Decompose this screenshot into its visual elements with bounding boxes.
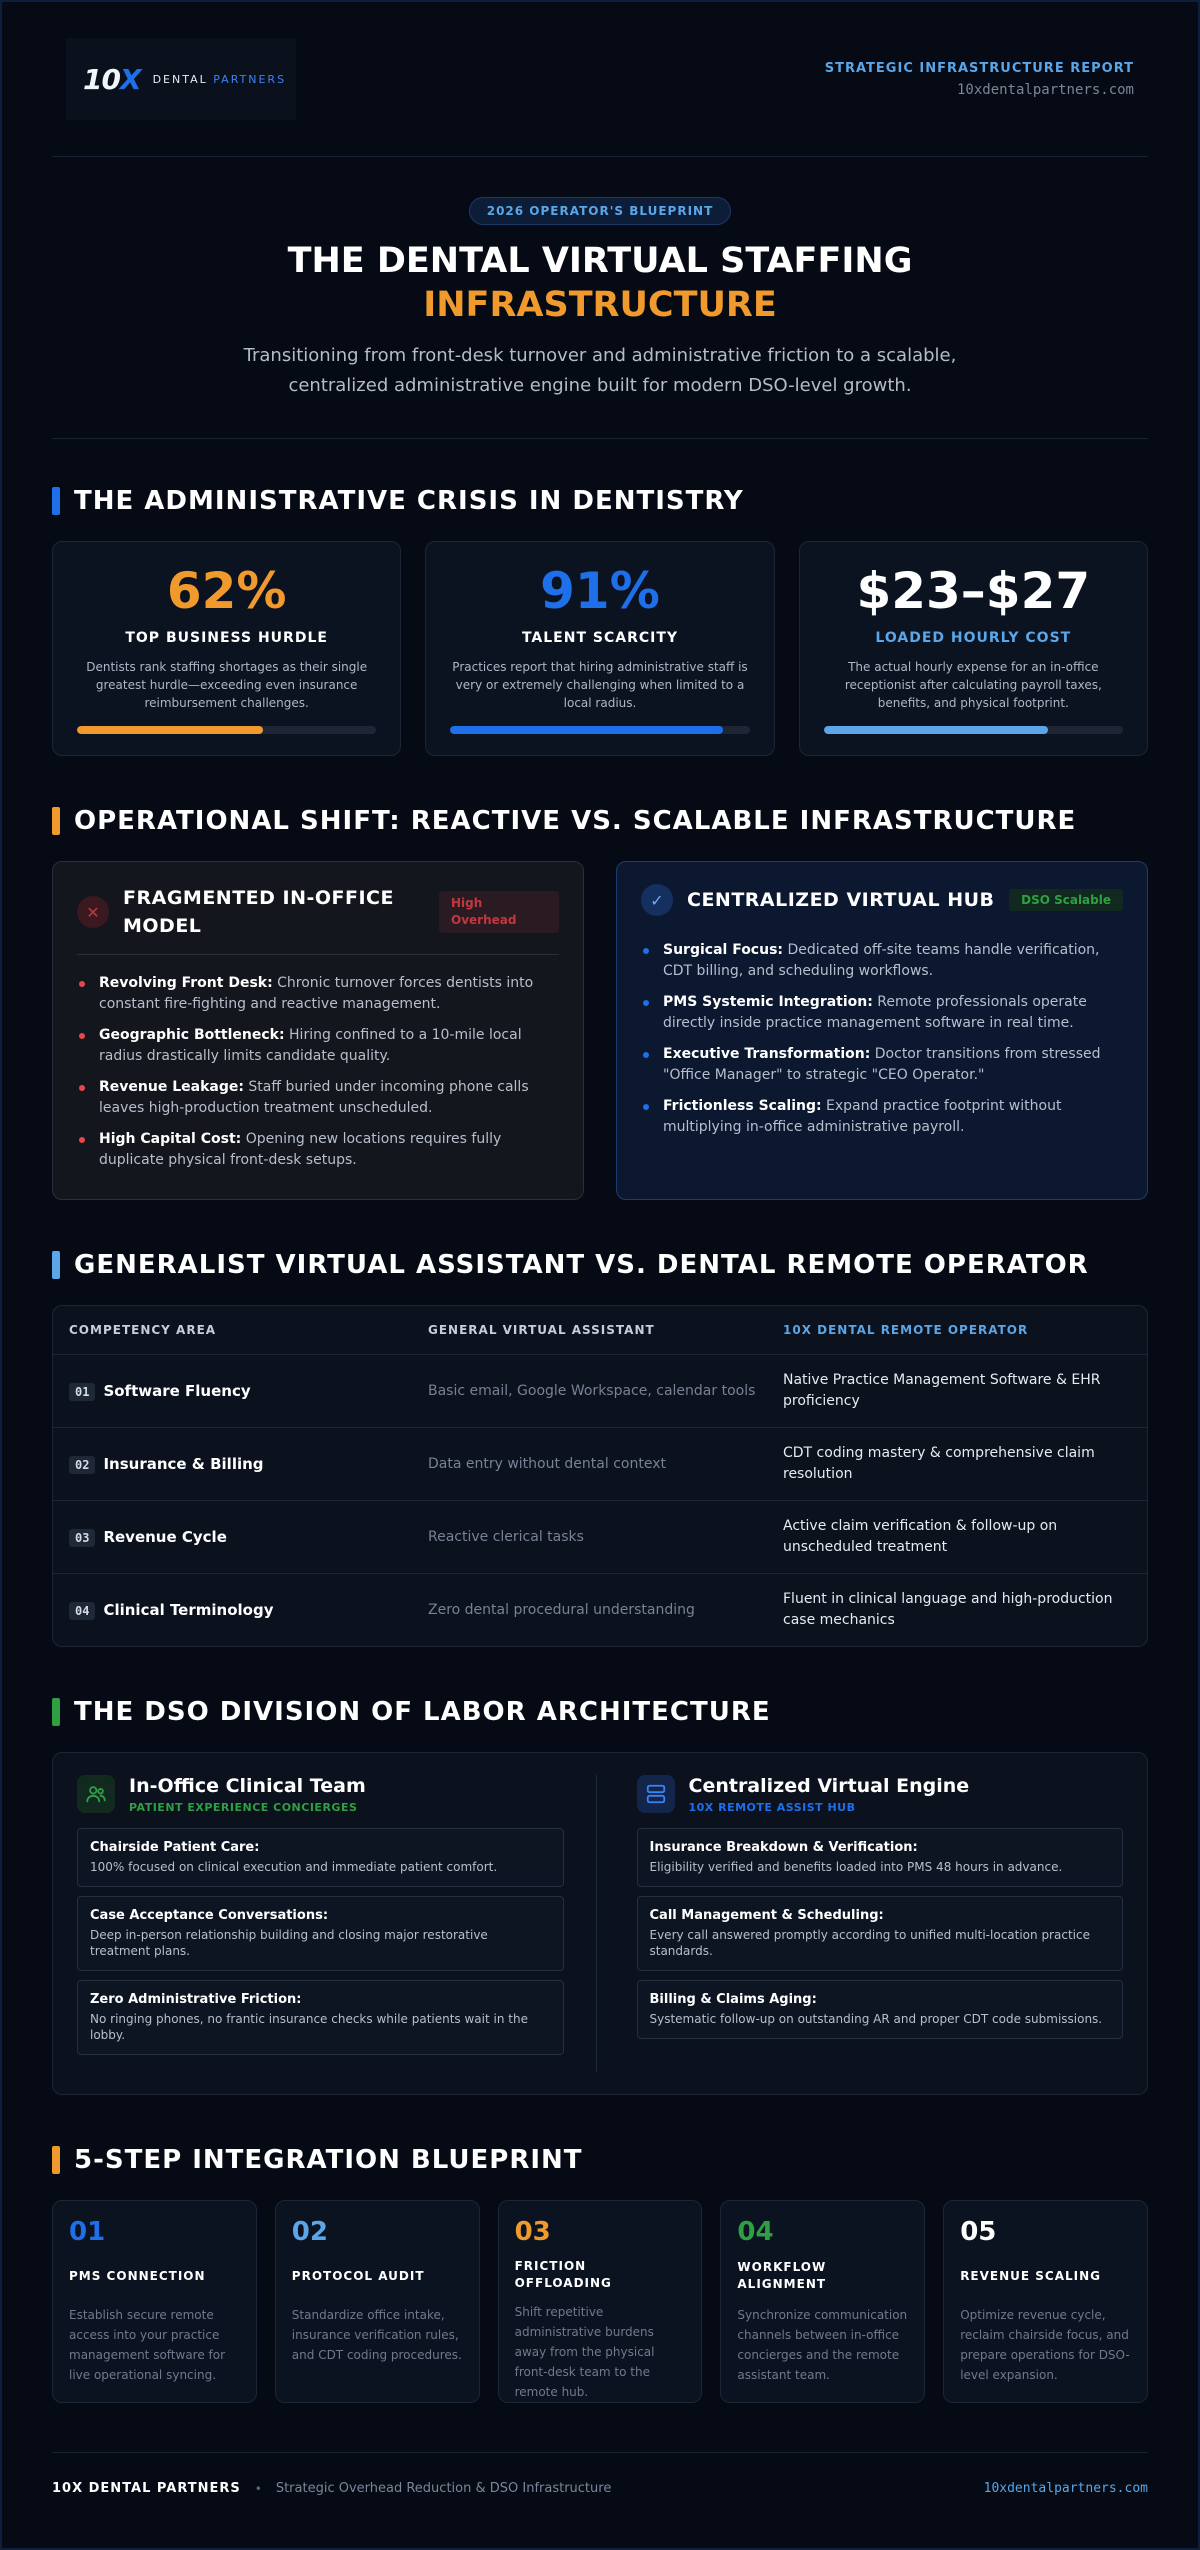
list-item [77,1077,559,1119]
step-number: 04 [737,2217,774,2247]
report-url[interactable]: 10xdentalpartners.com [956,81,1134,98]
stat-card [52,541,401,756]
responsibility-desc: Deep in-person relationship building and closing major restorative treatment plans. [90,1928,488,1958]
responsibility-card [77,1980,564,2055]
list-item-heading: Executive Transformation: [663,1046,871,1062]
list-item-text: Dedicated off-site teams handle verification, CDT billing, and scheduling workflows. [663,942,1100,979]
step-number: 03 [514,2217,551,2247]
list-item-text: Chronic turnover forces dentists into constant fire-fighting and reactive management. [99,975,534,1012]
responsibility-card [637,1896,1124,1971]
fragmented-model-title: FRAGMENTED IN-OFFICE MODEL [123,887,394,937]
in-office-team-subtitle: PATIENT EXPERIENCE CONCIERGES [129,1801,358,1814]
general-assistant-cell: Reactive clerical tasks [428,1529,584,1545]
steps-row [52,2200,1148,2403]
column-header: COMPETENCY AREA [69,1323,217,1337]
footer-tagline: Strategic Overhead Reduction & DSO Infrastructure [275,2481,612,2496]
footer-separator: • [254,2481,262,2496]
section-title-operator: GENERALIST VIRTUAL ASSISTANT VS. DENTAL REMOTE OPERATOR [52,1250,1148,1280]
remote-operator-cell: Fluent in clinical language and high-production case mechanics [783,1591,1113,1628]
in-office-team-column [77,1775,564,2072]
stat-description: The actual hourly expense for an in-office receptionist after calculating payroll taxes, benefits, and physical footprint. [844,660,1102,710]
list-item-text: Staff buried under incoming phone calls leaves high-production treatment unscheduled. [99,1079,529,1116]
list-item-text: Opening new locations requires fully duplicate physical front-desk setups. [99,1131,502,1168]
section-accent-bar [52,1251,60,1279]
step-number: 02 [291,2217,328,2247]
in-office-team-cards [77,1828,564,2055]
header [52,2,1148,157]
list-item-heading: Revenue Leakage: [99,1079,244,1095]
step-card [720,2200,925,2403]
step-description: Synchronize communication channels between in-office concierges and the remote assistant team. [737,2308,908,2382]
list-item-text: Hiring confined to a 10-mile local radius drastically limits candidate quality. [99,1027,522,1064]
list-item [641,1044,1123,1086]
section-title-blueprint: 5-STEP INTEGRATION BLUEPRINT [52,2145,1148,2175]
list-item-heading: Geographic Bottleneck: [99,1027,285,1043]
section-accent-bar [52,2146,60,2174]
remote-operator-cell: CDT coding mastery & comprehensive claim resolution [783,1445,1095,1482]
list-item [641,940,1123,982]
table-row [53,1500,1147,1573]
logo-text: DENTAL PARTNERS [152,72,287,86]
centralized-hub-card [616,861,1148,1200]
dso-architecture [52,1752,1148,2095]
list-item [77,1025,559,1067]
hero-title: THE DENTAL VIRTUAL STAFFING [287,241,913,281]
responsibility-title: Insurance Breakdown & Verification: [649,1840,918,1855]
in-office-team-title: In-Office Clinical Team [129,1775,366,1797]
remote-operator-cell: Native Practice Management Software & EHR proficiency [783,1372,1101,1409]
stat-value: 62% [166,562,287,620]
step-description: Optimize revenue cycle, reclaim chairside focus, and prepare operations for DSO-level expansion. [960,2308,1130,2382]
step-title: PROTOCOL AUDIT [291,2268,425,2283]
stat-label: LOADED HOURLY COST [875,630,1072,646]
dso-section [52,1697,1148,2095]
responsibility-title: Call Management & Scheduling: [649,1908,884,1923]
competency-area: Insurance & Billing [103,1455,264,1473]
stat-card [799,541,1148,756]
list-item-heading: PMS Systemic Integration: [663,994,873,1010]
responsibility-desc: Systematic follow-up on outstanding AR and proper CDT code submissions. [649,2012,1103,2026]
dso-scalable-badge: DSO Scalable [1009,889,1123,911]
competency-area: Software Fluency [103,1382,251,1400]
hero-subtitle: Transitioning from front-desk turnover and administrative friction to a scalable, centralized administrative engine built for modern DSO-level growth. [243,345,957,396]
logo-mark: 10X [83,62,141,96]
stat-label: TALENT SCARCITY [521,630,679,646]
list-item-heading: Surgical Focus: [663,942,784,958]
step-description: Standardize office intake, insurance verification rules, and CDT coding procedures. [291,2308,462,2362]
section-accent-bar [52,487,60,515]
responsibility-title: Billing & Claims Aging: [649,1992,817,2007]
responsibility-title: Zero Administrative Friction: [90,1992,302,2007]
step-description: Shift repetitive administrative burdens away from the physical front-desk team to the remote hub. [514,2305,655,2399]
progress-track [77,726,376,734]
step-number: 05 [960,2217,997,2247]
responsibility-card [637,1980,1124,2039]
footer-url[interactable]: 10xdentalpartners.com [983,2481,1148,2496]
list-item [77,973,559,1015]
list-item-text: Expand practice footprint without multiplying in-office administrative payroll. [663,1098,1062,1135]
list-item [641,992,1123,1034]
stat-card [425,541,774,756]
section-accent-bar [52,1698,60,1726]
x-icon: ✕ [77,896,109,928]
server-icon [637,1775,675,1813]
row-number: 02 [69,1456,95,1474]
virtual-engine-cards [637,1828,1124,2039]
centralized-hub-title: CENTRALIZED VIRTUAL HUB [687,889,995,911]
virtual-engine-subtitle: 10X REMOTE ASSIST HUB [688,1801,856,1814]
progress-fill [450,726,722,734]
responsibility-card [77,1896,564,1971]
report-label: STRATEGIC INFRASTRUCTURE REPORT [824,60,1134,76]
stat-label: TOP BUSINESS HURDLE [125,630,328,646]
section-title-dso: THE DSO DIVISION OF LABOR ARCHITECTURE [52,1697,1148,1727]
header-meta [825,61,1134,98]
operator-section [52,1250,1148,1647]
row-number: 04 [69,1602,95,1620]
progress-fill [77,726,263,734]
logo[interactable] [66,38,296,120]
competency-table [52,1305,1148,1647]
list-item-text: Remote professionals operate directly inside practice management software in real time. [663,994,1087,1031]
shift-section [52,806,1148,1200]
step-title: REVENUE SCALING [960,2268,1102,2283]
centralized-hub-list [641,940,1123,1138]
list-item [77,1129,559,1171]
model-comparison [52,861,1148,1200]
responsibility-desc: 100% focused on clinical execution and immediate patient comfort. [90,1860,498,1874]
responsibility-card [637,1828,1124,1887]
step-card [52,2200,257,2403]
row-number: 01 [69,1383,95,1401]
hero [52,157,1148,439]
competency-cell [53,1600,408,1620]
fragmented-model-card [52,861,584,1200]
stat-description: Practices report that hiring administrative staff is very or extremely challenging when limited to a local radius. [452,660,748,710]
competency-cell [53,1454,408,1474]
section-title-crisis: THE ADMINISTRATIVE CRISIS IN DENTISTRY [52,486,1148,516]
step-description: Establish secure remote access into your practice management software for live operational syncing. [69,2308,226,2382]
fragmented-model-list [77,973,559,1171]
step-title: WORKFLOW ALIGNMENT [737,2260,827,2291]
responsibility-title: Case Acceptance Conversations: [90,1908,329,1923]
table-body [53,1354,1147,1646]
step-card [943,2200,1148,2403]
responsibility-desc: Every call answered promptly according to unified multi-location practice standards. [649,1928,1090,1958]
section-title-shift: OPERATIONAL SHIFT: REACTIVE VS. SCALABLE INFRASTRUCTURE [52,806,1148,836]
check-icon: ✓ [641,884,673,916]
stat-value: $23–$27 [856,562,1091,620]
table-header [53,1306,1147,1354]
progress-track [450,726,749,734]
responsibility-card [77,1828,564,1887]
blueprint-pill: 2026 OPERATOR'S BLUEPRINT [469,197,732,225]
progress-track [824,726,1123,734]
responsibility-desc: Eligibility verified and benefits loaded into PMS 48 hours in advance. [649,1860,1063,1874]
step-card [275,2200,480,2403]
competency-area: Revenue Cycle [103,1528,227,1546]
section-accent-bar [52,807,60,835]
column-header: GENERAL VIRTUAL ASSISTANT [428,1323,655,1337]
list-item-heading: Revolving Front Desk: [99,975,273,991]
virtual-engine-column [637,1775,1124,2072]
responsibility-title: Chairside Patient Care: [90,1840,260,1855]
competency-cell [53,1381,408,1401]
progress-fill [824,726,1048,734]
blueprint-section [52,2145,1148,2403]
stats-row [52,541,1148,756]
step-title: FRICTION OFFLOADING [514,2258,612,2290]
general-assistant-cell: Zero dental procedural understanding [428,1602,695,1618]
remote-operator-cell: Active claim verification & follow-up on unscheduled treatment [783,1518,1058,1555]
table-row [53,1573,1147,1646]
competency-area: Clinical Terminology [103,1601,274,1619]
general-assistant-cell: Basic email, Google Workspace, calendar tools [428,1383,756,1399]
virtual-engine-title: Centralized Virtual Engine [688,1775,970,1797]
high-overhead-badge: High Overhead [439,891,559,933]
table-row [53,1427,1147,1500]
stat-value: 91% [540,562,660,620]
step-card [498,2200,703,2403]
stat-description: Dentists rank staffing shortages as their single greatest hurdle—exceeding even insurance reimbursement challenges. [86,660,368,710]
crisis-section [52,486,1148,756]
column-header: 10X DENTAL REMOTE OPERATOR [783,1323,1029,1337]
footer [52,2452,1148,2512]
footer-brand: 10X DENTAL PARTNERS [52,2481,241,2496]
hero-title-highlight: INFRASTRUCTURE [423,285,777,325]
list-item-heading: Frictionless Scaling: [663,1098,822,1114]
list-item-text: Doctor transitions from stressed "Office Manager" to strategic "CEO Operator." [663,1046,1101,1083]
step-title: PMS CONNECTION [69,2268,206,2283]
step-number: 01 [69,2217,106,2247]
list-item [641,1096,1123,1138]
competency-cell [53,1527,408,1547]
responsibility-desc: No ringing phones, no frantic insurance checks while patients wait in the lobby. [90,2012,528,2042]
divider [596,1775,597,2072]
table-row [53,1354,1147,1427]
people-icon [77,1775,115,1813]
list-item-heading: High Capital Cost: [99,1131,242,1147]
general-assistant-cell: Data entry without dental context [428,1456,666,1472]
row-number: 03 [69,1529,95,1547]
